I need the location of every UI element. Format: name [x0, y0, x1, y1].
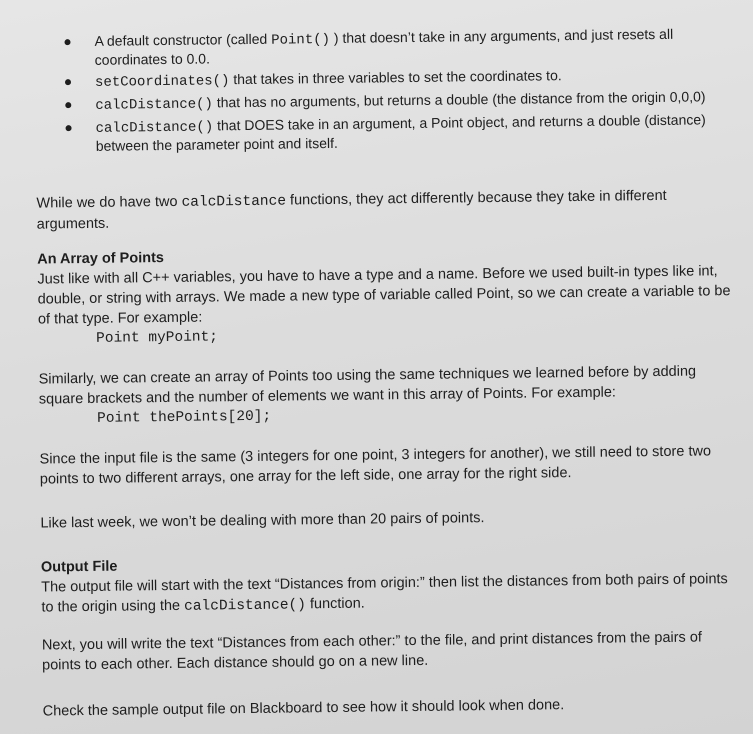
inline-code: calcDistance() — [184, 597, 307, 615]
array-paragraph-1: Just like with all C++ variables, you have to have a type and a name. Before we used built-in types like int, double, or string with arrays. We made a new type of variable called Point, so we can create a variable to be of that type. For example: — [37, 263, 731, 328]
intro-paragraph: While we do have two calcDistance functions, they act differently because they take in different arguments. — [36, 187, 667, 233]
array-paragraph-3: Since the input file is the same (3 integers for one point, 3 integers for another), we still need to store two points to two different arrays, one array for the left side, one array for the right side. — [39, 443, 712, 488]
method-bullet-list — [60, 25, 711, 159]
inline-code: calcDistance() — [95, 96, 214, 114]
bullet-dot-icon — [65, 102, 71, 108]
bullet-dot-icon — [64, 39, 70, 45]
section-heading-output: Output File — [40, 558, 118, 576]
bullet-set-coordinates: setCoordinates() that takes in three variables to set the coordinates to. — [61, 65, 711, 92]
inline-code: calcDistance — [181, 193, 287, 211]
section-heading-array: An Array of Points — [37, 250, 165, 268]
bullet-calc-distance-point: calcDistance() that DOES take in an argument, a Point object, and returns a double (distance) between the parameter point and itself. — [61, 111, 711, 155]
inline-code: setCoordinates() — [94, 73, 230, 91]
inline-code: Point() — [271, 31, 331, 49]
bullet-default-constructor: A default constructor (called Point() ) that doesn’t take in any arguments, and just resets all coordinates to 0.0. — [60, 25, 710, 69]
array-paragraph-2: Similarly, we can create an array of Points too using the same techniques we learned before by adding square brackets and the number of elements we want in this array of Points. For example: — [38, 363, 697, 408]
code-example-2: Point thePoints[20]; — [97, 408, 272, 427]
output-paragraph-1: The output file will start with the text “Distances from origin:” then list the distances from both pairs of points to the origin using the calcDistance() function. — [41, 571, 728, 616]
bullet-calc-distance-origin: calcDistance() that has no arguments, but returns a double (the distance from the origin 0,0,0) — [61, 88, 711, 115]
inline-code: calcDistance() — [95, 119, 214, 137]
array-paragraph-4: Like last week, we won’t be dealing with more than 20 pairs of points. — [40, 510, 485, 532]
code-example-1: Point myPoint; — [96, 329, 219, 347]
output-paragraph-2: Next, you will write the text “Distances from each other:” to the file, and print distances from the pairs of points to each other. Each distance should go on a new line. — [41, 629, 702, 674]
bullet-dot-icon — [65, 79, 71, 85]
output-paragraph-3: Check the sample output file on Blackboard to see how it should look when done. — [42, 697, 565, 720]
bullet-dot-icon — [66, 125, 72, 131]
